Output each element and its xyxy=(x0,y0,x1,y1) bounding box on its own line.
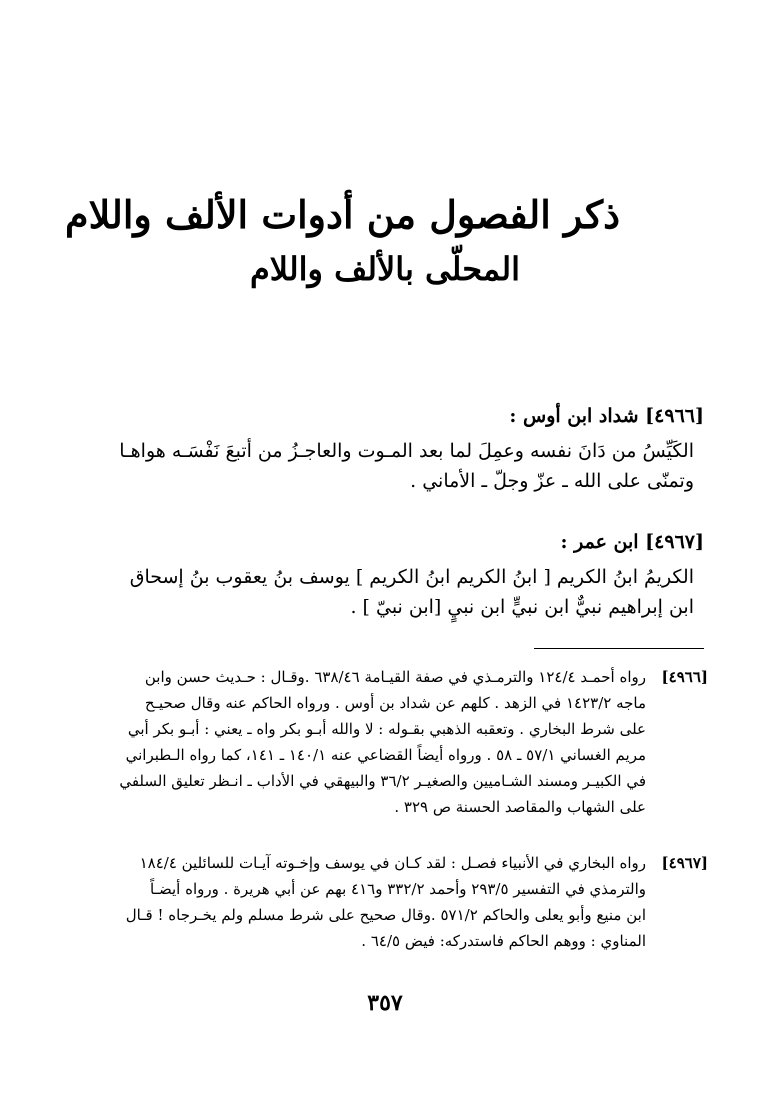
entry-text-line: الكريمُ ابنُ الكريم [ ابنُ الكريم ابنُ الكريم ] يوسف بنُ يعقوب بنُ إسحاق xyxy=(129,566,694,588)
footnote-line: المناوي : ووهم الحاكم فاستدركه: فيض ٦٤/٥ . xyxy=(361,932,646,950)
footnote-line: مريم الغساني ٥٧/١ ـ ٥٨ . ورواه أيضاً القضاعي عنه ١٤٠/١ ـ ١٤١، كما رواه الـطبراني xyxy=(125,746,646,764)
footnote-line: ماجه ١٤٢٣/٢ في الزهد . كلهم عن شداد بن أوس . ورواه الحاكم عنه وقال صحيـح xyxy=(144,694,646,712)
entry-text-line: الكَيِّسُ من دَانَ نفسه وعمِلَ لما بعد المـوت والعاجـزُ من أتبعَ نَفْسَـه هواهـا xyxy=(119,440,694,462)
footnote-4967 xyxy=(62,850,708,954)
entry-header xyxy=(64,528,704,556)
entry-text xyxy=(64,562,694,622)
footnote-line: على شرط البخاري . وتعقبه الذهبي بقـوله : لا والله أبـو بكر واه ـ يعني : أبـو بكر أبي xyxy=(127,720,646,738)
footnote-number: [٤٩٦٦] xyxy=(661,668,708,686)
entry-narrator: شداد ابن أوس : xyxy=(509,405,639,427)
footnote-text xyxy=(62,850,646,954)
footnote-line: والترمذي في التفسير ٢٩٣/٥ وأحمد ٣٣٢/٢ و٤١٦ بهم عن أبي هريرة . ورواه أيضـاً xyxy=(150,880,646,898)
entry-narrator: ابن عمر : xyxy=(560,531,639,553)
footnote-number: [٤٩٦٧] xyxy=(661,854,708,872)
chapter-title-line-1: ذكر الفصول من أدوات الألف واللام xyxy=(65,192,620,237)
entry-number: [٤٩٦٧] xyxy=(645,531,704,553)
footnote-line: على الشهاب والمقاصد الحسنة ص ٣٢٩ . xyxy=(394,798,646,816)
entry-text-line: وتمنّى على الله ـ عزّ وجلّ ـ الأماني . xyxy=(410,470,694,492)
footnote-text xyxy=(62,664,646,820)
chapter-title-line-2: المحلّى بالألف واللام xyxy=(249,250,521,288)
footnote-divider xyxy=(534,648,704,649)
page-number: ٣٥٧ xyxy=(367,990,403,1016)
footnote-line: ابن منيع وأبو يعلى والحاكم ٥٧١/٢ .وقال صحيح على شرط مسلم ولم يخـرجاه ! قـال xyxy=(125,906,646,924)
hadith-entry-4966 xyxy=(64,402,704,496)
footnote-line: رواه أحمـد ١٢٤/٤ والترمـذي في صفة القيـامة ٦٣٨/٤٦ .وقـال : حـديث حسن وابن xyxy=(144,668,646,686)
entry-header xyxy=(64,402,704,430)
entry-text xyxy=(64,436,694,496)
footnote-line: في الكبيـر ومسند الشـاميين والصغيـر ٣٦/٢ والبيهقي في الأداب ـ انـظر تعليق السلفي xyxy=(119,772,646,790)
footnote-4966 xyxy=(62,664,708,820)
entry-text-line: ابن إبراهيم نبيٌّ ابن نبيٍّ ابن نبيٍ [ابن نبيّ ] . xyxy=(350,596,694,618)
entry-number: [٤٩٦٦] xyxy=(645,405,704,427)
hadith-entry-4967 xyxy=(64,528,704,622)
footnote-line: رواه البخاري في الأنبياء فصـل : لقد كـان في يوسف وإخـوته آيـات للسائلين ١٨٤/٤ xyxy=(139,854,646,872)
